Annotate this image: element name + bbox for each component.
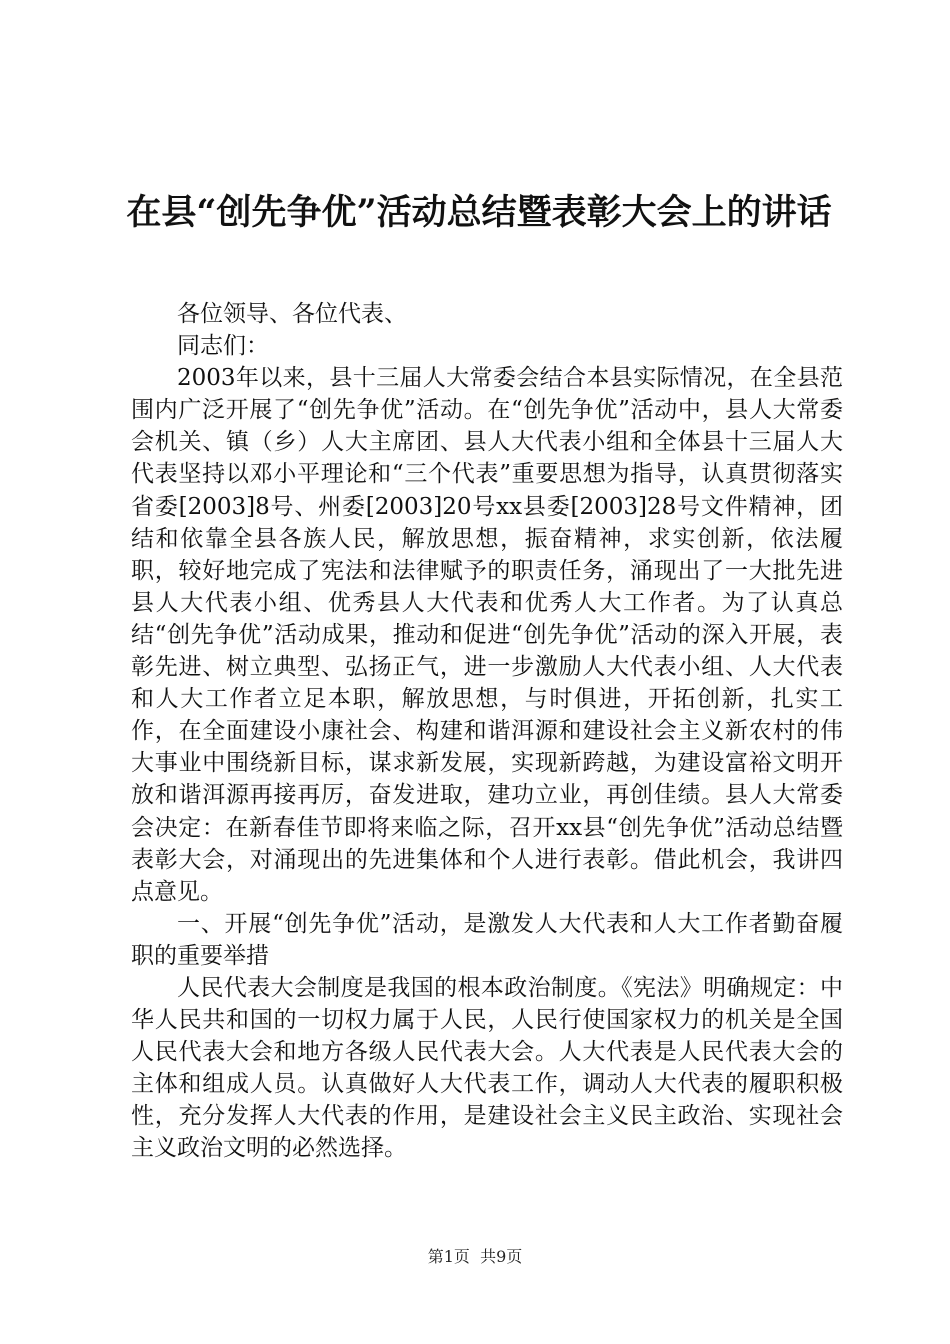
salutation-line-2: 同志们： xyxy=(177,333,269,360)
body-paragraph: 人民代表大会制度是我国的根本政治制度。《宪法》明确规定：中华人民共和国的一切权力属于人民，人民行使国家权力的机关是全国人民代表大会和地方各级人民代表大会。人大代表是人民代表大会的主体和组成人员。认真做好人大代表工作，调动人大代表的履职积极性，充分发挥人大代表的作用，是建设社会主义民主政治、实现社会主义政治文明的必然选择。 xyxy=(131,974,843,1162)
page-footer xyxy=(0,1244,950,1267)
document-body xyxy=(131,298,843,1165)
body-paragraph: 2003年以来，县十三届人大常委会结合本县实际情况，在全县范围内广泛开展了“创先争优”活动。在“创先争优”活动中，县人大常委会机关、镇（乡）人大主席团、县人大代表小组和全体县十三届人大代表坚持以邓小平理论和“三个代表”重要思想为指导，认真贯彻落实省委[2003]8号、州委[2003]20号xx县委[2003]28号文件精神，团结和依靠全县各族人民，解放思想，振奋精神，求实创新，依法履职，较好地完成了宪法和法律赋予的职责任务，涌现出了一大批先进县人大代表小组、优秀县人大代表和优秀人大工作者。为了认真总结“创先争优”活动成果，推动和促进“创先争优”活动的深入开展，表彰先进、树立典型、弘扬正气，进一步激励人大代表小组、人大代表和人大工作者立足本职，解放思想，与时俱进，开拓创新，扎实工作，在全面建设小康社会、构建和谐洱源和建设社会主义新农村的伟大事业中围绕新目标，谋求新发展，实现新跨越，为建设富裕文明开放和谐洱源再接再厉，奋发进取，建功立业，再创佳绩。县人大常委会决定：在新春佳节即将来临之际，召开xx县“创先争优”活动总结暨表彰大会，对涌现出的先进集体和个人进行表彰。借此机会，我讲四点意见。 xyxy=(131,365,843,905)
page-number: 第1页 共9页 xyxy=(427,1247,523,1266)
document-title: 在县“创先争优”活动总结暨表彰大会上的讲话 xyxy=(126,192,832,233)
section-heading: 一、开展“创先争优”活动，是激发人大代表和人大工作者勤奋履职的重要举措 xyxy=(131,910,843,969)
salutation-line-1: 各位领导、各位代表、 xyxy=(177,301,407,327)
